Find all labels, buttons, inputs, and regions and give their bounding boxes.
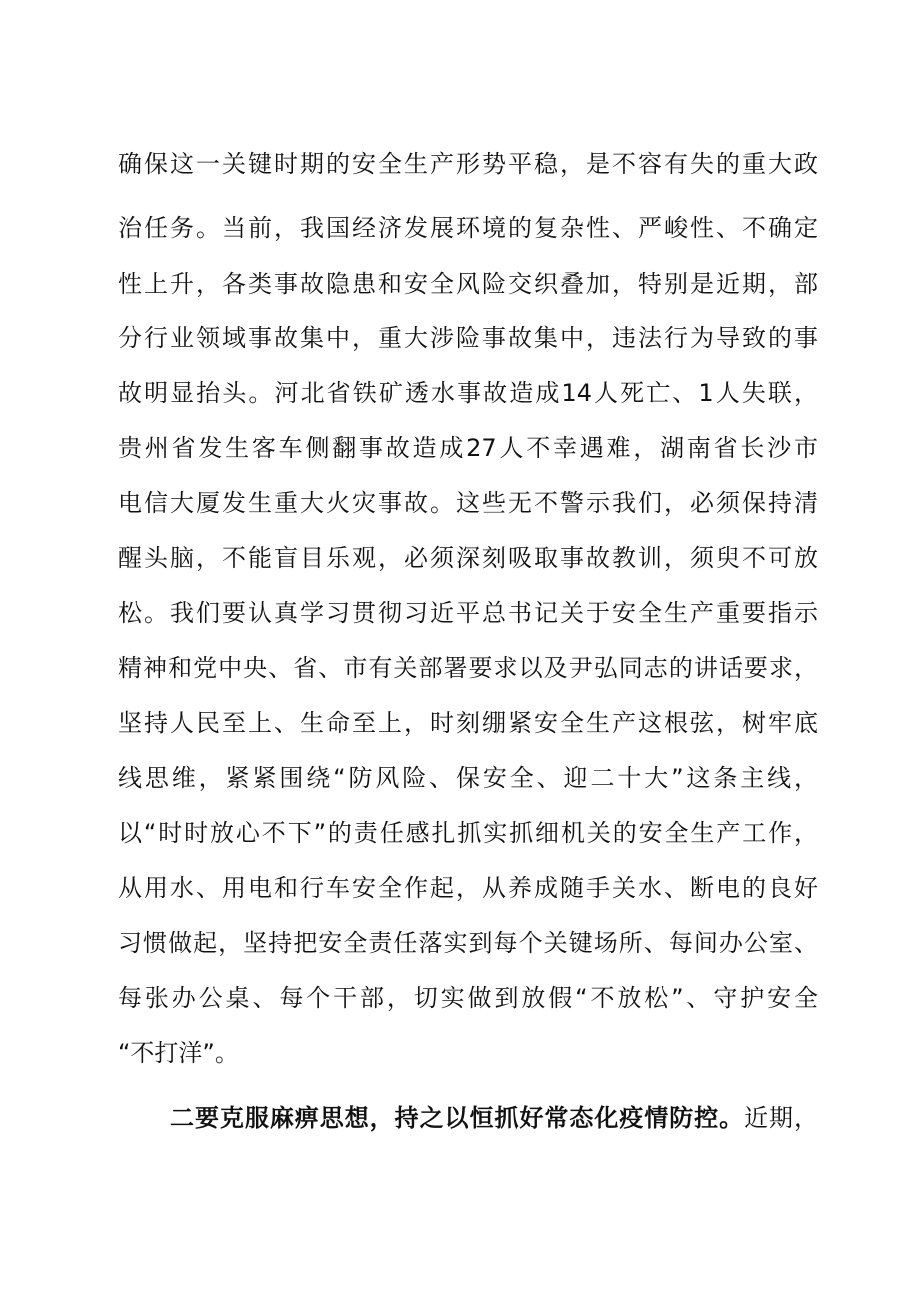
body-line-12: 线思维，紧紧围绕“防风险、保安全、迎二十大”这条主线， <box>118 764 818 792</box>
body-line-9: 松。我们要认真学习贯彻习近平总书记关于安全生产重要指示 <box>118 599 818 627</box>
body-line-11: 坚持人民至上、生命至上，时刻绷紧安全生产这根弦，树牢底 <box>118 709 818 737</box>
body-line-6: 贵州省发生客车侧翻事故造成27人不幸遇难，湖南省长沙市 <box>118 434 818 462</box>
body-line-7: 电信大厦发生重大火灾事故。这些无不警示我们，必须保持清 <box>118 489 818 517</box>
body-line-4: 分行业领域事故集中，重大涉险事故集中，违法行为导致的事 <box>118 324 818 352</box>
section-heading-line <box>170 1100 818 1136</box>
body-line-2: 治任务。当前，我国经济发展环境的复杂性、严峻性、不确定 <box>118 214 818 242</box>
body-line-17: “不打洋”。 <box>118 1039 239 1067</box>
body-line-8: 醒头脑，不能盲目乐观，必须深刻吸取事故教训，须臾不可放 <box>118 544 818 572</box>
section-heading: 二要克服麻痹思想，持之以恒抓好常态化疫情防控。 <box>170 1104 745 1132</box>
body-line-14: 从用水、用电和行车安全作起，从养成随手关水、断电的良好 <box>118 874 818 902</box>
body-line-10: 精神和党中央、省、市有关部署要求以及尹弘同志的讲话要求， <box>118 654 818 682</box>
body-line-1: 确保这一关键时期的安全生产形势平稳，是不容有失的重大政 <box>118 150 818 178</box>
body-line-3: 性上升，各类事故隐患和安全风险交织叠加，特别是近期，部 <box>118 270 818 298</box>
body-line-5: 故明显抬头。河北省铁矿透水事故造成14人死亡、1人失联， <box>118 379 818 407</box>
body-line-13: 以“时时放心不下”的责任感扎抓实抓细机关的安全生产工作， <box>118 819 818 847</box>
section-heading-continuation: 近期， <box>744 1104 818 1132</box>
body-line-15: 习惯做起，坚持把安全责任落实到每个关键场所、每间办公室、 <box>118 929 818 957</box>
body-line-16: 每张办公桌、每个干部，切实做到放假“不放松”、守护安全 <box>118 984 818 1012</box>
